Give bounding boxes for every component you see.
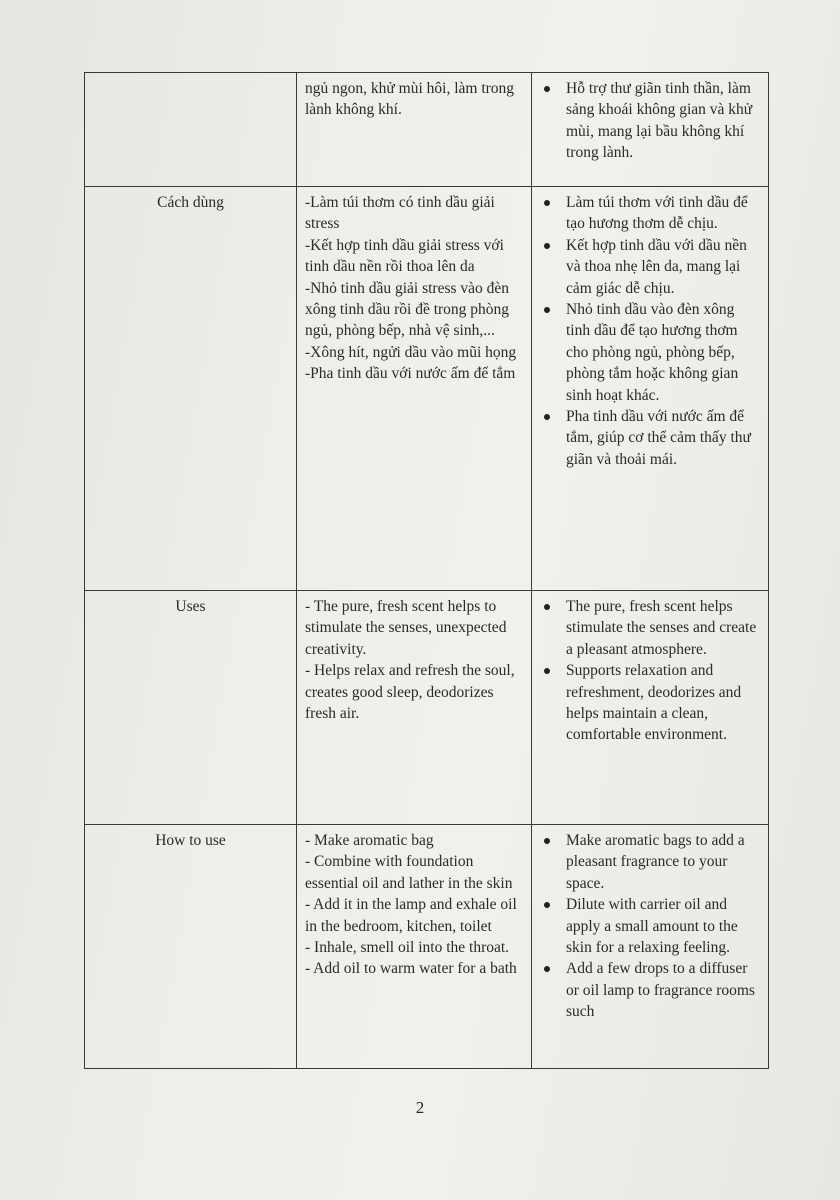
original-line: - Make aromatic bag xyxy=(305,832,434,849)
original-text-cell xyxy=(297,825,532,1069)
original-line: -Kết hợp tinh dầu giải stress với tinh dầu nền rồi thoa lên da xyxy=(305,236,504,276)
row-label-cach-dung: Cách dùng xyxy=(85,187,297,591)
revised-text-cell xyxy=(532,825,769,1069)
bullet-item: Nhỏ tinh dầu vào đèn xông tinh dầu để tạo hương thơm cho phòng ngủ, phòng bếp, phòng tắm hoặc không gian sinh hoạt khác. xyxy=(566,299,760,406)
bullet-list xyxy=(540,830,760,1023)
bullet-item: Dilute with carrier oil and apply a small amount to the skin for a relaxing feeling. xyxy=(566,894,760,958)
revised-text-cell xyxy=(532,591,769,825)
bullet-item: Add a few drops to a diffuser or oil lamp to fragrance rooms such xyxy=(566,958,760,1022)
bullet-item: The pure, fresh scent helps stimulate the senses and create a pleasant atmosphere. xyxy=(566,596,760,660)
original-text-cell xyxy=(297,187,532,591)
page-number: 2 xyxy=(415,1098,425,1117)
bullet-item: Supports relaxation and refreshment, deodorizes and helps maintain a clean, comfortable environment. xyxy=(566,660,760,746)
original-line: - Add it in the lamp and exhale oil in the bedroom, kitchen, toilet xyxy=(305,896,517,935)
bullet-item: Make aromatic bags to add a pleasant fragrance to your space. xyxy=(566,830,760,894)
row-label-empty xyxy=(85,73,297,187)
comparison-table xyxy=(84,72,769,1069)
bullet-list xyxy=(540,596,760,746)
original-line: - The pure, fresh scent helps to stimulate the senses, unexpected creativity. xyxy=(305,598,507,658)
revised-text-cell xyxy=(532,73,769,187)
original-line: -Xông hít, ngửi dầu vào mũi họng xyxy=(305,343,517,361)
bullet-item: Pha tinh dầu với nước ấm để tắm, giúp cơ thể cảm thấy thư giãn và thoải mái. xyxy=(566,406,760,470)
bullet-list xyxy=(540,192,760,470)
original-line: - Inhale, smell oil into the throat. xyxy=(305,939,510,957)
table-row-how-to-use xyxy=(85,825,769,1069)
original-line: -Nhỏ tinh dầu giải stress vào đèn xông tinh dầu rồi đề trong phòng ngủ, phòng bếp, nhà vệ sinh,... xyxy=(305,279,510,340)
bullet-list xyxy=(540,78,760,164)
revised-text-cell xyxy=(532,187,769,591)
original-line: - Helps relax and refresh the soul, creates good sleep, deodorizes fresh air. xyxy=(305,662,515,723)
original-line: - Combine with foundation essential oil and lather in the skin xyxy=(305,853,513,892)
bullet-item: Kết hợp tinh dầu với dầu nền và thoa nhẹ lên da, mang lại cảm giác dễ chịu. xyxy=(566,235,760,299)
original-text-cell xyxy=(297,73,532,187)
table-row-continuation xyxy=(85,73,769,187)
original-line: ngủ ngon, khử mùi hôi, làm trong lành không khí. xyxy=(305,80,515,119)
original-line: - Add oil to warm water for a bath xyxy=(305,960,517,978)
original-line: -Làm túi thơm có tinh dầu giải stress xyxy=(305,194,495,233)
row-label-how-to-use: How to use xyxy=(85,825,297,1069)
original-line: -Pha tinh dầu với nước ấm để tắm xyxy=(305,365,516,383)
bullet-item: Làm túi thơm với tinh dầu để tạo hương thơm dễ chịu. xyxy=(566,192,760,235)
original-text-cell xyxy=(297,591,532,825)
table-row-cach-dung xyxy=(85,187,769,591)
bullet-item: Hỗ trợ thư giãn tinh thần, làm sảng khoái không gian và khử mùi, mang lại bầu không khí trong lành. xyxy=(566,78,760,164)
table-row-uses xyxy=(85,591,769,825)
row-label-uses: Uses xyxy=(85,591,297,825)
